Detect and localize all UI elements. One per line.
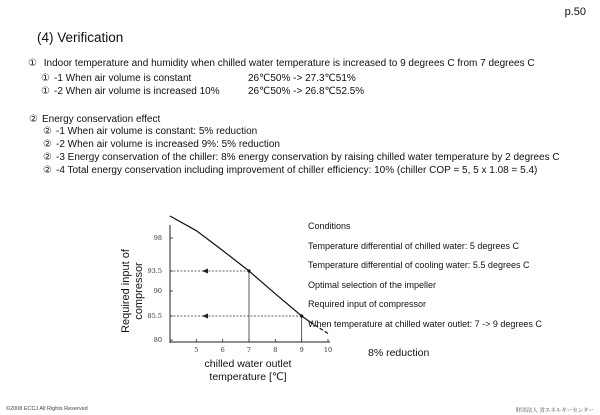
- circled-number-2: ②: [43, 139, 52, 150]
- section2-item-4: [43, 165, 537, 177]
- condition-item: Required input of compressor: [308, 299, 427, 310]
- footer-copyright: ©2008 ECCJ All Rights Reserved: [6, 406, 88, 412]
- circled-number-2: ②: [43, 126, 52, 137]
- x-tick-label: 8: [273, 346, 278, 354]
- operating-point: [247, 269, 250, 272]
- x-tick-label: 7: [246, 346, 252, 354]
- condition-item: Optimal selection of the impeller: [308, 279, 437, 290]
- item-value: 26℃50% -> 26.8℃52.5%: [248, 86, 365, 97]
- circled-number-2: ②: [43, 152, 52, 163]
- guide-arrow-head: [202, 269, 208, 274]
- y-tick-label: 80: [153, 336, 162, 344]
- item-label: -2 When air volume is increased 9%: 5% reduction: [56, 139, 280, 150]
- item-label: -3 Energy conservation of the chiller: 8% energy conservation by raising chilled water temperature by 2 degrees C: [56, 152, 560, 163]
- circled-number-2: ②: [43, 165, 52, 176]
- section1-heading: [28, 58, 535, 70]
- item-label: -1 When air volume is constant: 5% reduction: [56, 126, 258, 137]
- conditions-list: [308, 221, 542, 339]
- item-value: 26℃50% -> 27.3℃51%: [248, 73, 356, 84]
- y-tick-label: 85.5: [147, 312, 162, 320]
- chart-y-axis-label: Required input of compressor: [120, 249, 145, 333]
- y-tick-label: 93.5: [147, 267, 162, 275]
- guide-arrow-head: [202, 314, 208, 319]
- circled-number-1: ①: [28, 58, 37, 69]
- y-tick-label: 90: [153, 287, 162, 295]
- section2-heading-text: Energy conservation effect: [42, 114, 161, 125]
- x-tick-label: 6: [220, 346, 225, 354]
- section1-item-2: [41, 86, 441, 98]
- page-number: p.50: [564, 6, 586, 18]
- y-tick-label: 98: [153, 234, 162, 242]
- x-tick-label: 10: [323, 346, 333, 354]
- x-tick-label: 5: [194, 346, 199, 354]
- page-title: (4) Verification: [37, 30, 124, 45]
- condition-item: Temperature differential of cooling water: 5.5 degrees C: [308, 260, 530, 271]
- operating-point: [300, 314, 303, 317]
- circled-number-1: ①: [41, 86, 50, 97]
- reduction-label: 8% reduction: [368, 347, 430, 359]
- section2-item-3: [43, 152, 560, 164]
- chart-x-axis-label: chilled water outlet temperature [℃]: [204, 358, 292, 383]
- section1-heading-text: Indoor temperature and humidity when chilled water temperature is increased to 9 degrees C from 7 degrees C: [43, 58, 535, 69]
- condition-item: Temperature differential of chilled water: 5 degrees C: [308, 240, 519, 251]
- section1-item-1: [41, 73, 441, 85]
- x-tick-label: 9: [299, 346, 304, 354]
- item-label: -2 When air volume is increased 10%: [54, 86, 220, 97]
- conditions-heading: Conditions: [308, 221, 351, 231]
- circled-number-2: ②: [29, 114, 38, 125]
- section2-item-1: [43, 126, 257, 138]
- section2-heading: [29, 114, 160, 126]
- series-line: [170, 216, 310, 322]
- circled-number-1: ①: [41, 73, 50, 84]
- item-label: -4 Total energy conservation including improvement of chiller efficiency: 10% (chiller COP = 5, 5 x 1.08 = 5.4): [56, 165, 538, 176]
- item-label: -1 When air volume is constant: [54, 73, 192, 84]
- condition-item: When temperature at chilled water outlet: 7 -> 9 degrees C: [308, 318, 542, 329]
- section2-item-2: [43, 139, 280, 151]
- footer-organization: 財団法人 省エネルギーセンター: [515, 408, 594, 414]
